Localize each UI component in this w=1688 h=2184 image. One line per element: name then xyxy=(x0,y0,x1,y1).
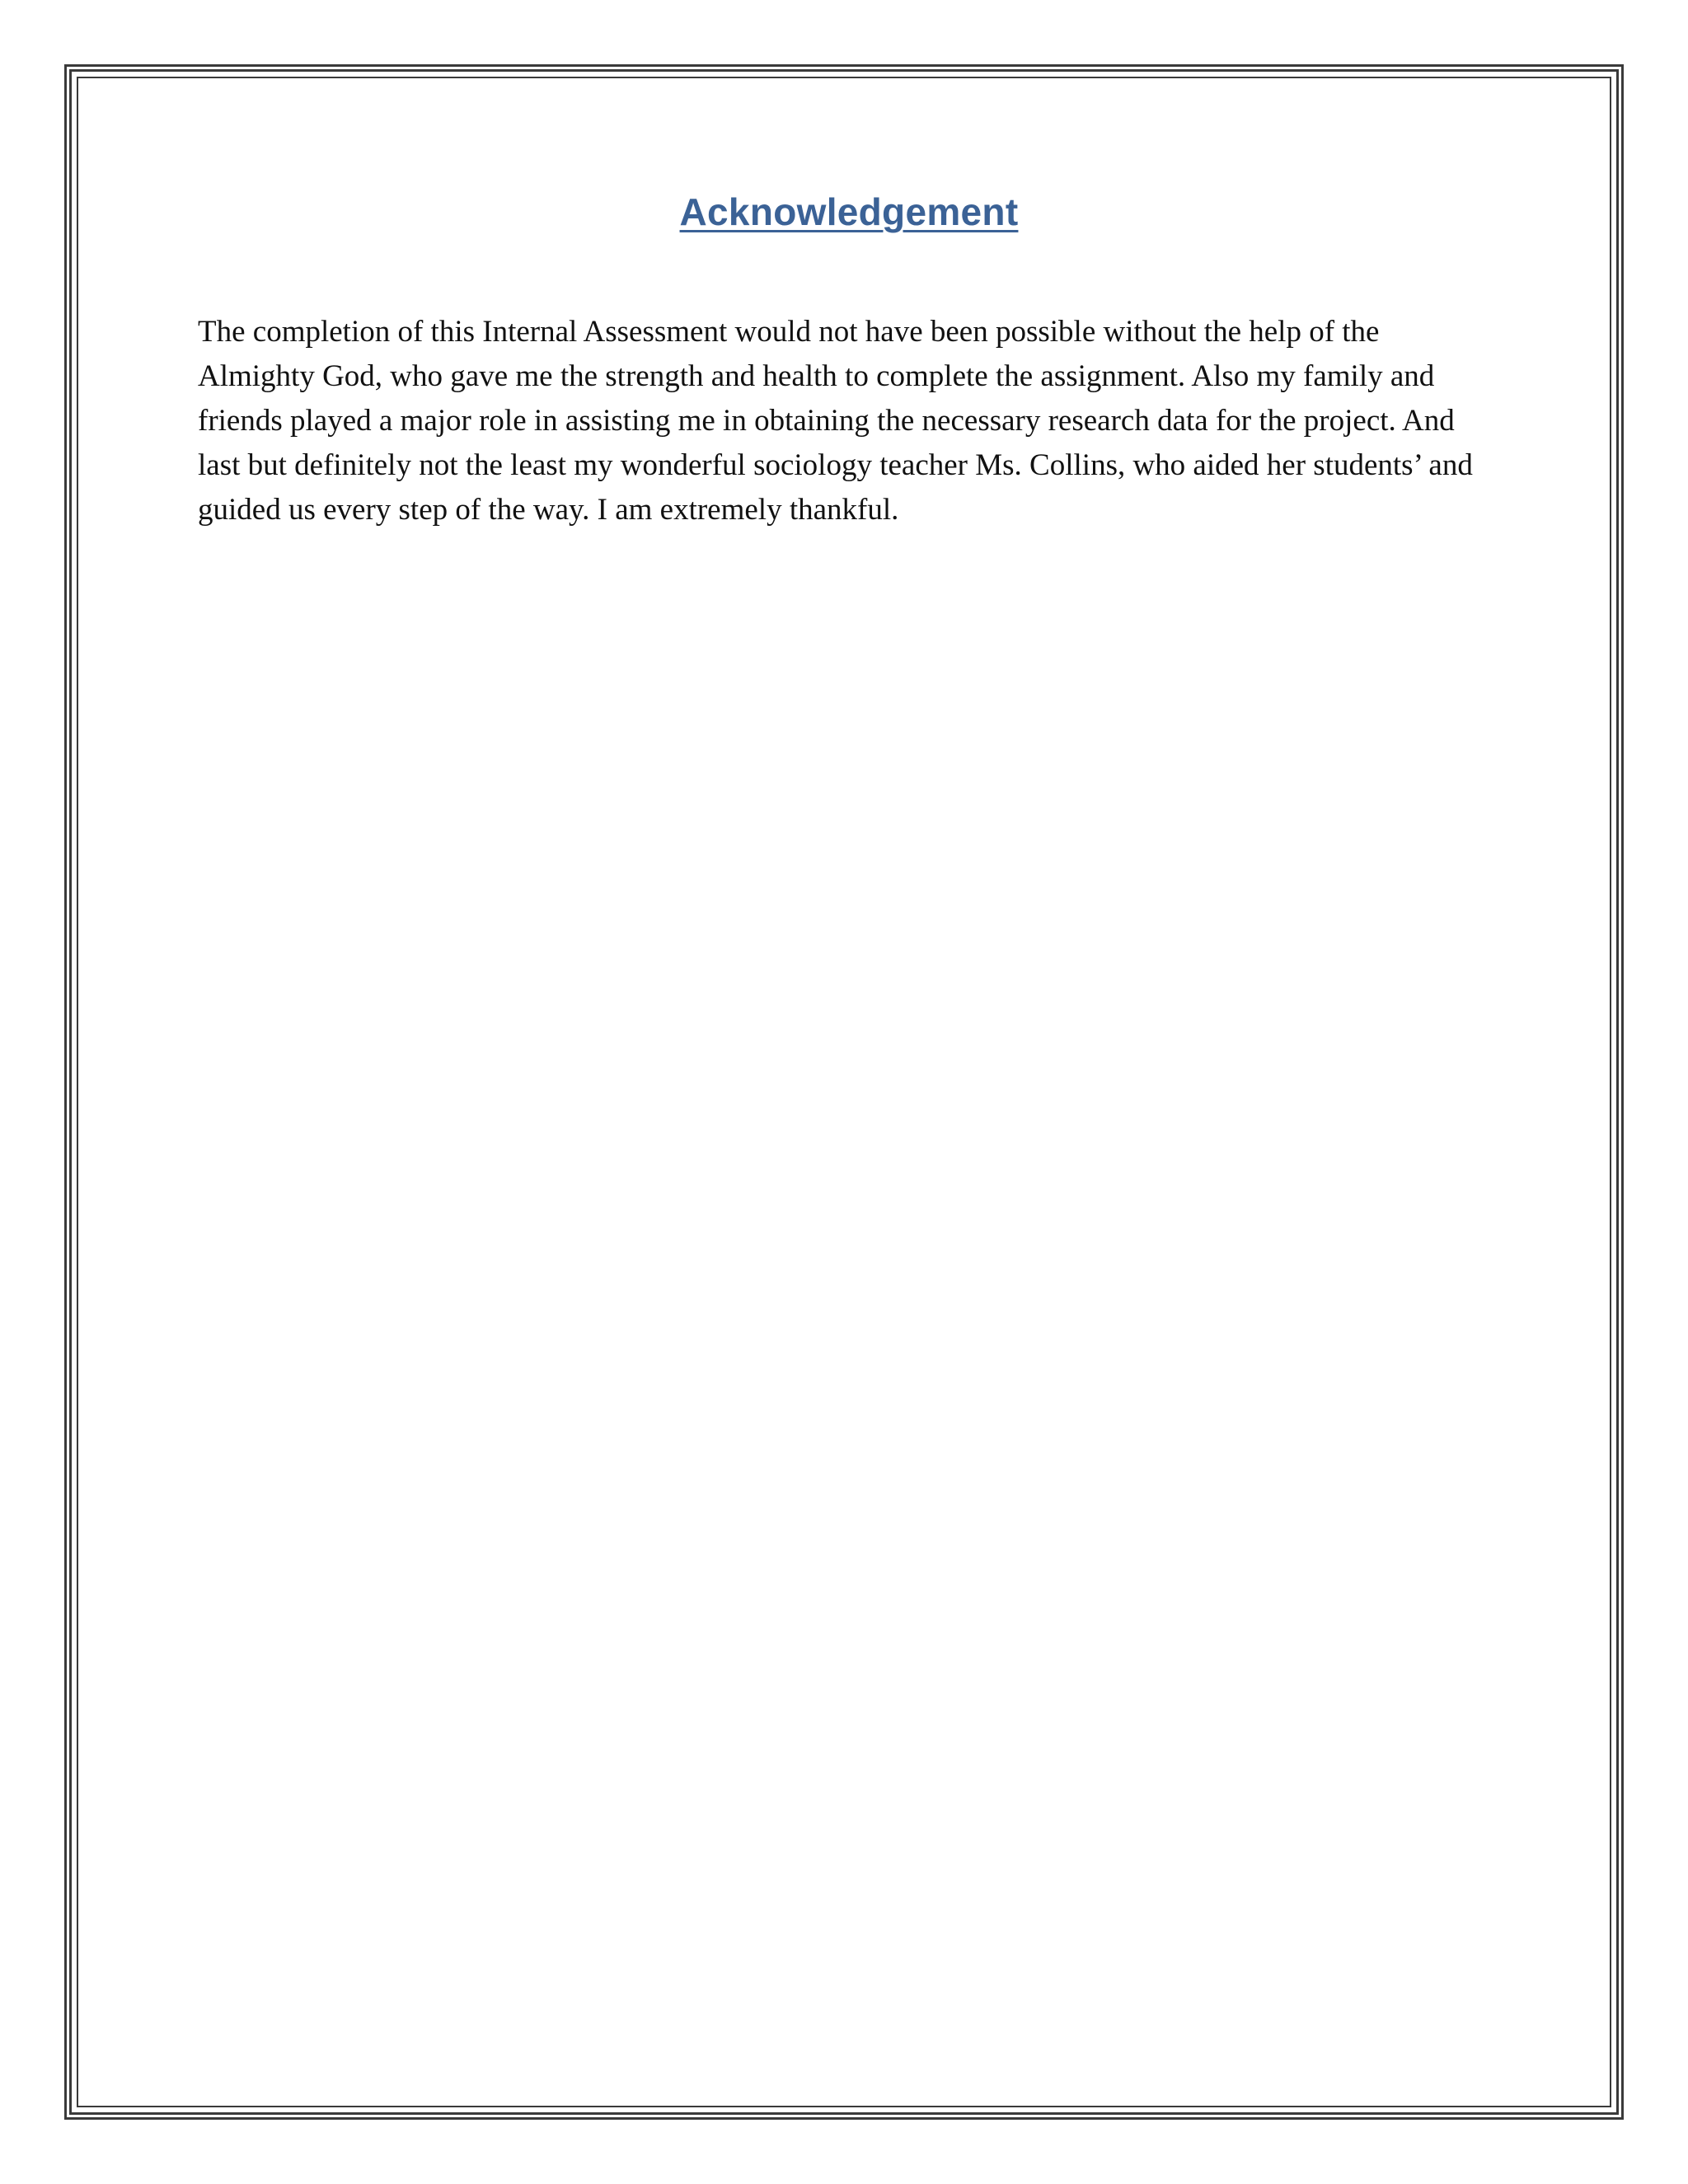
page-content xyxy=(198,190,1500,532)
acknowledgement-paragraph: The completion of this Internal Assessment would not have been possible without the help of the Almighty God, who gave me the strength and health to complete the assignment. Also my family and friends played a major role in assisting me in obtaining the necessary research data for the project. And last but definitely not the least my wonderful sociology teacher Ms. Collins, who aided her students’ and guided us every step of the way. I am extremely thankful. xyxy=(198,315,1473,527)
page-title: Acknowledgement xyxy=(679,190,1019,233)
